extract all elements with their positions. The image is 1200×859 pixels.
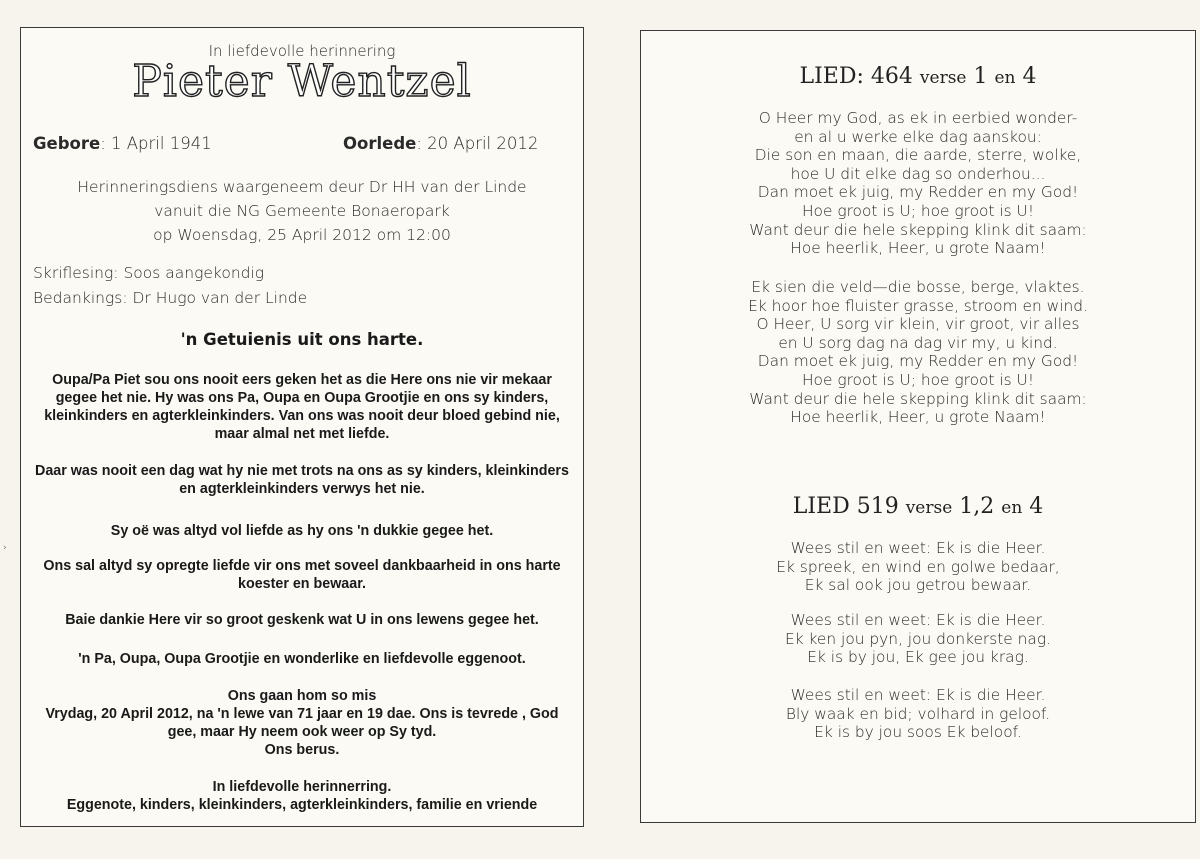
born-date [33, 134, 212, 153]
hymn-verse-label: verse [905, 498, 953, 518]
hymn-conjunction: en [994, 68, 1016, 88]
verse-line: Hoe heerlik, Heer, u grote Naam! [790, 408, 1046, 427]
verse-line: en al u werke elke dag aanskou: [794, 127, 1042, 146]
service-line: vanuit die NG Gemeente Bonaeropark [154, 202, 450, 220]
verse-line: Hoe groot is U; hoe groot is U! [801, 201, 1034, 220]
text-line: 'n Pa, Oupa, Oupa Grootjie en wonderlike en liefdevolle eggenoot. [78, 651, 526, 667]
verse-line: Die son en maan, die aarde, sterre, wolke, [754, 146, 1082, 165]
text-line: maar almal net met liefde. [214, 426, 390, 442]
testimony-paragraph [21, 611, 583, 629]
margin-mark: › [3, 543, 7, 553]
verse-line: Dan moet ek juig, my Redder en my God! [757, 183, 1079, 202]
hymn-verses: 4 [1029, 494, 1044, 519]
thanks-line: Bedankings: Dr Hugo van der Linde [33, 289, 308, 307]
text-line: en agterkleinkinders verwys het nie. [179, 481, 425, 497]
verse-line: Ek ken jou pyn, jou donkerste nag. [785, 629, 1051, 648]
testimony-paragraph [21, 462, 583, 498]
text-line: Ons gaan hom so mis [227, 688, 377, 704]
hymn-stanza [641, 539, 1195, 595]
verse-line: O Heer my God, as ek in eerbied wonder- [758, 109, 1078, 127]
verse-line: en U sorg dag na dag vir my, u kind. [778, 333, 1058, 352]
verse-line: Ek hoor hoe fluister grasse, stroom en wind. [748, 296, 1088, 315]
text-line: Ons berus. [264, 742, 340, 758]
hymn-verses: 1,2 [959, 494, 995, 519]
verse-line: Ek sal ook jou getrou bewaar. [804, 576, 1032, 595]
verse-line: Ek spreek, en wind en golwe bedaar, [776, 557, 1060, 576]
hymn-stanza [641, 686, 1195, 742]
text-line: gee, maar Hy neem ook weer op Sy tyd. [167, 724, 437, 740]
died-date [343, 134, 538, 153]
verse-line: Want deur die hele skepping klink dit saam: [749, 220, 1087, 239]
died-value: : 20 April 2012 [416, 134, 539, 153]
hymn-number: LIED: 464 [799, 64, 913, 89]
born-label: Gebore [33, 134, 101, 153]
hymn-verses: 1 [973, 64, 988, 89]
verse-line: Wees stil en weet: Ek is die Heer. [790, 686, 1046, 704]
text-line: koester en bewaar. [238, 576, 366, 592]
text-line: kleinkinders en agterkleinkinders. Van ons was nooit deur bloed gebind nie, [44, 408, 560, 424]
died-label: Oorlede [343, 134, 417, 153]
text-line: Ons sal altyd sy opregte liefde vir ons met soveel dankbaarheid in ons harte [43, 558, 561, 574]
service-line: op Woensdag, 25 April 2012 om 12:00 [153, 226, 451, 244]
testimony-paragraph [21, 687, 583, 759]
text-line: Daar was nooit een dag wat hy nie met trots na ons as sy kinders, kleinkinders [35, 463, 569, 479]
verse-line: Ek sien die veld—die bosse, berge, vlaktes. [751, 278, 1085, 296]
text-line: Baie dankie Here vir so groot geskenk wat U in ons lewens gegee het. [65, 612, 539, 628]
verse-line: Ek is by jou, Ek gee jou krag. [807, 648, 1029, 667]
verse-line: Hoe heerlik, Heer, u grote Naam! [790, 239, 1046, 258]
text-line: Eggenote, kinders, kleinkinders, agterkleinkinders, familie en vriende [66, 797, 538, 813]
verse-line: O Heer, U sorg vir klein, vir groot, vir alles [756, 315, 1080, 334]
hymn-conjunction: en [1001, 498, 1023, 518]
testimony-paragraph [21, 650, 583, 668]
testimony-paragraph [21, 522, 583, 540]
verse-line: Wees stil en weet: Ek is die Heer. [790, 539, 1046, 557]
verse-line: Dan moet ek juig, my Redder en my God! [757, 352, 1079, 371]
hymns-page [640, 30, 1196, 823]
memorial-page [20, 27, 584, 827]
deceased-name: Pieter Wentzel [132, 56, 472, 107]
text-line: gegee het nie. Hy was ons Pa, Oupa en Oupa Grootjie en ons sy kinders, [55, 390, 549, 406]
verse-line: Bly waak en bid; volhard in geloof. [785, 704, 1051, 723]
verse-line: Want deur die hele skepping klink dit saam: [749, 389, 1087, 408]
hymn-title [641, 64, 1195, 89]
text-line: In liefdevolle herinnerring. [212, 779, 392, 795]
hymn-stanza [641, 278, 1195, 427]
born-value: : 1 April 1941 [100, 134, 212, 153]
text-line: Sy oë was altyd vol liefde as hy ons 'n dukkie gegee het. [110, 523, 494, 539]
intro-text: In liefdevolle herinnering [208, 42, 396, 60]
verse-line: Hoe groot is U; hoe groot is U! [801, 370, 1034, 389]
verse-line: Wees stil en weet: Ek is die Heer. [790, 611, 1046, 629]
verse-line: hoe U dit elke dag so onderhou... [790, 164, 1046, 183]
hymn-title [641, 494, 1195, 519]
verse-line: Ek is by jou soos Ek beloof. [814, 723, 1022, 742]
hymn-number: LIED 519 [792, 494, 899, 519]
testimony-heading: 'n Getuienis uit ons harte. [180, 330, 424, 349]
hymn-verse-label: verse [919, 68, 967, 88]
hymn-stanza [641, 109, 1195, 258]
closing-paragraph [21, 778, 583, 814]
text-line: Oupa/Pa Piet sou ons nooit eers geken het as die Here ons nie vir mekaar [52, 372, 552, 388]
testimony-paragraph [21, 371, 583, 443]
scripture-reading: Skriflesing: Soos aangekondig [33, 264, 265, 282]
testimony-paragraph [21, 557, 583, 593]
hymn-stanza [641, 611, 1195, 667]
hymn-verses: 4 [1022, 64, 1037, 89]
service-line: Herinneringsdiens waargeneem deur Dr HH van der Linde [77, 178, 527, 196]
text-line: Vrydag, 20 April 2012, na 'n lewe van 71 jaar en 19 dae. Ons is tevrede , God [45, 706, 559, 722]
